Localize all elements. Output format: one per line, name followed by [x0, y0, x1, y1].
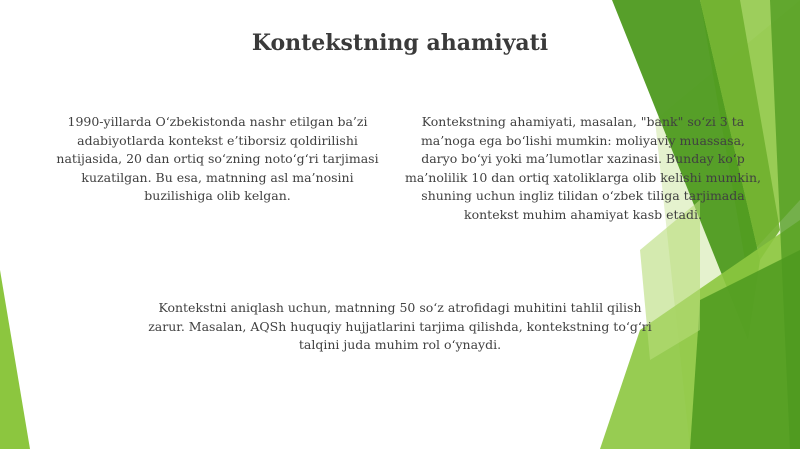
slide-title: Kontekstning ahamiyati [251, 30, 549, 56]
decor-left-sliver [0, 270, 30, 449]
paragraph-1: 1990-yillarda O‘zbekistonda nashr etilgan ba’zi adabiyotlarda kontekst e’tiborsiz qoldirilishi natijasida, 20 dan ortiq so‘zning noto‘g‘ri tarjimasi kuzatilgan. Bu esa, matnning asl ma’nosini buzilishiga olib kelgan. [56, 114, 379, 203]
paragraph-2: Kontekstning ahamiyati, masalan, "bank" so‘zi 3 ta ma’noga ega bo‘lishi mumkin: moliyaviy muassasa, daryo bo‘yi yoki ma’lumotlar xazinasi. Bunday ko‘p ma’nolilik 10 dan ortiq xatoliklarga olib kelishi mumkin, shuning uchun ingliz tilidan o‘zbek tiliga tarjimada kontekst muhim ahamiyat kasb etadi. [405, 114, 761, 222]
paragraph-3: Kontekstni aniqlash uchun, matnning 50 so‘z atrofidagi muhitini tahlil qilish zarur. Masalan, AQSh huquqiy hujjatlarini tarjima qilishda, kontekstning to‘g‘ri talqini juda muhim rol o‘ynaydi. [148, 300, 652, 352]
